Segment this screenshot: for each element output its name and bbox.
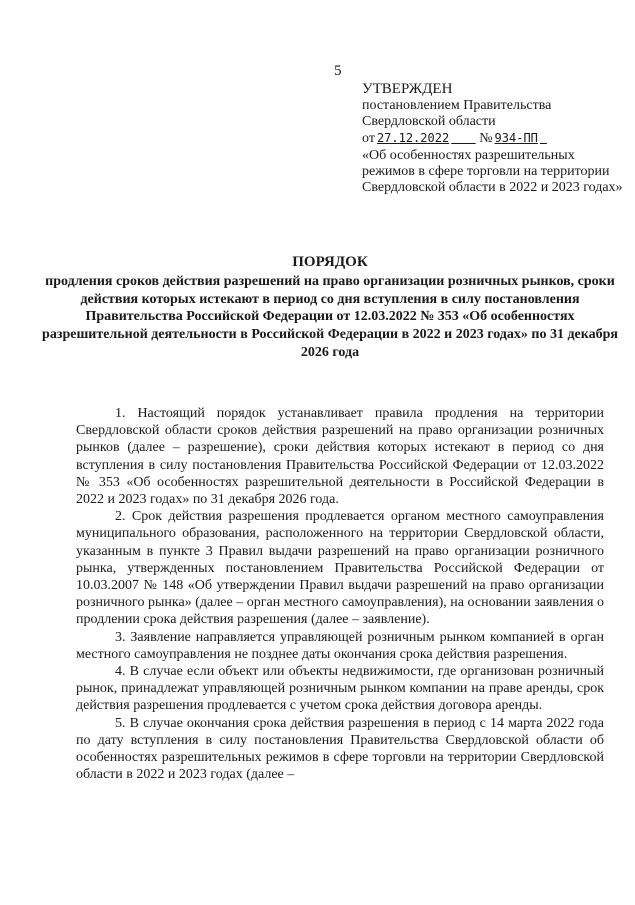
- paragraph-2: 2. Срок действия разрешения продлевается органом местного самоуправления муниципального образования, расположенного на территории Свердловской области, указанным в пункте 3 Правил выдачи разрешений на право организации розничного рынка, утвержденных постановлением Правительства Российской Федерации от 10.03.2007 № 148 «Об утверждении Правил выдачи разрешений на право организации розничного рынка» (далее – орган местного самоуправления), на основании заявления о продлении срока действия разрешения (далее – заявление).: [76, 509, 604, 628]
- approval-number: 934-ПП: [494, 131, 538, 146]
- document-heading: [40, 254, 620, 362]
- approval-date-line: [362, 130, 624, 147]
- approval-stamp: [362, 81, 624, 196]
- heading-title: ПОРЯДОК: [292, 254, 368, 270]
- page-number: 5: [334, 63, 342, 79]
- approval-line-2: Свердловской области: [362, 114, 496, 130]
- date-prefix: от: [362, 131, 375, 147]
- heading-subtitle: продления сроков действия разрешений на право организации розничных рынков, сроки действия которых истекают в период со дня вступления в силу постановления Правительства Российской Федерации от 12.03.2022 № 353 «Об особенностях разрешительной деятельности в Российской Федерации в 2022 и 2023 годах» по 31 декабря 2026 года: [42, 274, 618, 360]
- approval-subject: «Об особенностях разрешительных режимов в сфере торговли на территории Свердловской области в 2022 и 2023 годах»: [362, 147, 623, 196]
- approval-title: УТВЕРЖДЕН: [362, 81, 453, 97]
- approval-date: 27.12.2022: [376, 131, 450, 146]
- number-prefix: №: [479, 131, 493, 147]
- approval-line-1: постановлением Правительства: [362, 98, 552, 113]
- paragraph-5: 5. В случае окончания срока действия разрешения в период с 14 марта 2022 года по дату вступления в силу постановления Правительства Свердловской области об особенностях разрешительных режимов в сфере торговли на территории Свердловской области в 2022 и 2023 годах (далее –: [76, 715, 604, 783]
- paragraph-3: 3. Заявление направляется управляющей розничным рынком компанией в орган местного самоуправления не позднее даты окончания срока действия разрешения.: [76, 629, 604, 662]
- document-body: [76, 405, 604, 783]
- paragraph-1: 1. Настоящий порядок устанавливает правила продления на территории Свердловской области сроков действия разрешений на право организации розничных рынков (далее – разрешение), сроки действия которых истекают в период со дня вступления в силу постановления Правительства Российской Федерации от 12.03.2022 № 353 «Об особенностях разрешительной деятельности в Российской Федерации в 2022 и 2023 годах» по 31 декабря 2026 года.: [76, 406, 604, 508]
- paragraph-4: 4. В случае если объект или объекты недвижимости, где организован розничный рынок, принадлежат управляющей розничным рынком компании на праве аренды, срок действия разрешения продлевается с учетом срока действия договора аренды.: [76, 664, 604, 714]
